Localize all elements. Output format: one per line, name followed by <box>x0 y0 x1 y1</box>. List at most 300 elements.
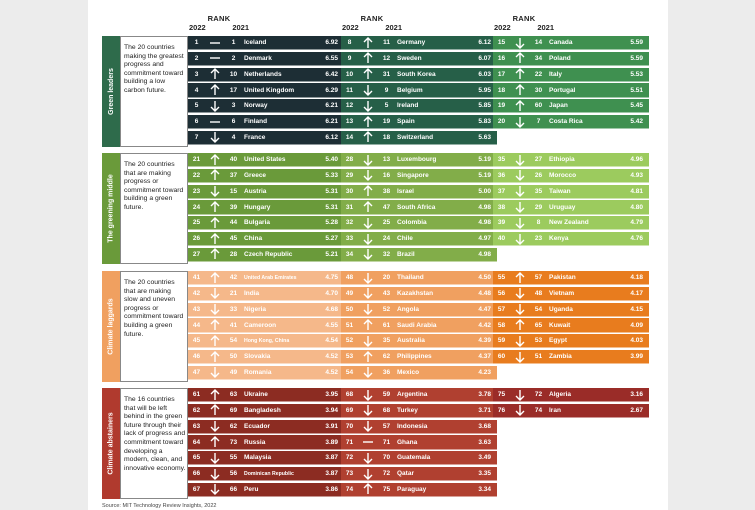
country-score: 4.79 <box>630 219 643 227</box>
country-row <box>493 388 649 402</box>
arrow-up-icon <box>205 271 225 284</box>
arrow-up-icon <box>358 115 378 128</box>
rank-2021: 18 <box>382 133 391 141</box>
rank-2022: 76 <box>497 406 506 414</box>
country-score: 4.52 <box>325 368 338 376</box>
rank-2022: 72 <box>345 454 354 462</box>
rank-2021: 7 <box>536 118 541 126</box>
country-score: 5.40 <box>325 156 338 164</box>
rank-2021: 12 <box>382 54 391 62</box>
rank-2021: 17 <box>229 86 238 94</box>
segment-description-2: The 20 countries that are making progress or commitment toward building a green future. <box>124 161 184 211</box>
country-score: 4.68 <box>325 305 338 313</box>
rank-2022: 55 <box>497 274 506 282</box>
rank-2022: 69 <box>345 406 354 414</box>
rank-2021: 26 <box>534 171 543 179</box>
country-row <box>493 200 649 214</box>
country-name: Luxembourg <box>397 156 437 164</box>
rank-2022: 65 <box>192 454 201 462</box>
country-score: 6.92 <box>325 39 338 47</box>
arrow-up-icon <box>510 68 530 81</box>
rank-2021: 35 <box>382 337 391 345</box>
country-row <box>341 131 497 145</box>
arrow-up-icon <box>510 318 530 331</box>
country-name: Malaysia <box>244 454 272 462</box>
rank-2021: 72 <box>382 470 391 478</box>
country-row <box>188 99 344 113</box>
country-row <box>493 287 649 301</box>
rank-2021: 49 <box>229 368 238 376</box>
arrow-down-icon <box>510 115 530 128</box>
rank-2022: 18 <box>497 86 506 94</box>
country-name: Romania <box>244 368 272 376</box>
country-name: Paraguay <box>397 485 427 493</box>
rank-2022: 31 <box>345 203 354 211</box>
country-name: United Kingdom <box>244 86 295 94</box>
arrow-down-icon <box>510 404 530 417</box>
country-row <box>341 287 497 301</box>
no-change-icon <box>205 115 225 128</box>
country-name: Hungary <box>244 203 271 211</box>
rank-2022: 1 <box>194 39 199 47</box>
country-row <box>493 115 649 129</box>
country-row <box>188 435 344 449</box>
country-row <box>341 483 497 497</box>
year-2021-label: 2021 <box>232 23 249 32</box>
segment-label-3: Climate laggards <box>102 271 120 382</box>
country-row <box>493 216 649 230</box>
country-score: 5.83 <box>478 118 491 126</box>
year-2022-label: 2022 <box>189 23 206 32</box>
arrow-down-icon <box>205 185 225 198</box>
country-row <box>341 68 497 82</box>
country-name: Ukraine <box>244 391 268 399</box>
country-score: 5.63 <box>478 133 491 141</box>
arrow-down-icon <box>358 451 378 464</box>
country-row <box>341 248 497 262</box>
rank-2021: 54 <box>229 337 238 345</box>
country-score: 3.78 <box>478 391 491 399</box>
country-row <box>188 83 344 97</box>
country-score: 5.28 <box>325 219 338 227</box>
country-name: Bulgaria <box>244 219 271 227</box>
country-name: Taiwan <box>549 187 571 195</box>
arrow-up-icon <box>205 169 225 182</box>
country-row <box>341 169 497 183</box>
country-row <box>493 404 649 418</box>
arrow-up-icon <box>358 131 378 144</box>
country-name: United States <box>244 156 286 164</box>
country-name: Bangladesh <box>244 406 281 414</box>
arrow-down-icon <box>510 388 530 401</box>
rank-2022: 7 <box>194 133 199 141</box>
rank-2022: 73 <box>345 470 354 478</box>
country-score: 4.50 <box>478 274 491 282</box>
country-row <box>188 232 344 246</box>
rank-2021: 28 <box>229 250 238 258</box>
country-name: Algeria <box>549 391 572 399</box>
year-2022-label: 2022 <box>494 23 511 32</box>
rank-2021: 45 <box>229 235 238 243</box>
rank-2022: 19 <box>497 102 506 110</box>
arrow-up-icon <box>510 99 530 112</box>
country-name: Thailand <box>397 274 424 282</box>
rank-2021: 11 <box>383 39 390 47</box>
rank-2022: 48 <box>345 274 354 282</box>
rank-2021: 43 <box>382 289 391 297</box>
rank-2022: 47 <box>192 368 201 376</box>
arrow-up-icon <box>205 153 225 166</box>
rank-2021: 6 <box>231 118 236 126</box>
year-2021-label: 2021 <box>537 23 554 32</box>
segment-description-1: The 20 countries making the greatest progress and commitment toward building a low carbon future. <box>124 44 184 94</box>
country-name: New Zealand <box>549 219 589 227</box>
country-score: 4.52 <box>325 353 338 361</box>
rank-2022: 20 <box>497 118 506 126</box>
rank-2022: 14 <box>345 133 354 141</box>
rank-2021: 22 <box>534 70 543 78</box>
rank-2021: 1 <box>231 39 236 47</box>
country-score: 4.18 <box>630 274 643 282</box>
country-score: 5.31 <box>325 187 338 195</box>
arrow-down-icon <box>205 420 225 433</box>
arrow-down-icon <box>358 366 378 379</box>
rank-2021: 32 <box>382 250 391 258</box>
country-score: 3.91 <box>325 422 338 430</box>
rank-2021: 20 <box>382 274 391 282</box>
rank-2021: 56 <box>229 470 238 478</box>
country-name: Vietnam <box>549 289 575 297</box>
rank-2022: 74 <box>345 485 354 493</box>
arrow-down-icon <box>205 303 225 316</box>
arrow-down-icon <box>510 232 530 245</box>
arrow-down-icon <box>205 287 225 300</box>
arrow-down-icon <box>358 303 378 316</box>
country-row <box>341 232 497 246</box>
country-row <box>493 83 649 97</box>
arrow-down-icon <box>510 36 530 49</box>
country-name: Uruguay <box>549 203 576 211</box>
country-name: Nigeria <box>244 305 267 313</box>
arrow-up-icon <box>205 216 225 229</box>
country-row <box>493 271 649 285</box>
arrow-up-icon <box>205 334 225 347</box>
country-name: Costa Rica <box>549 118 583 126</box>
country-row <box>341 303 497 317</box>
rank-2022: 63 <box>192 422 201 430</box>
arrow-down-icon <box>358 287 378 300</box>
arrow-up-icon <box>358 36 378 49</box>
country-row <box>341 404 497 418</box>
country-row <box>188 404 344 418</box>
country-score: 6.12 <box>325 133 338 141</box>
country-name: China <box>244 235 263 243</box>
country-row <box>188 248 344 262</box>
rank-2021: 44 <box>229 219 238 227</box>
country-name: Denmark <box>244 54 272 62</box>
rank-2021: 16 <box>382 171 391 179</box>
country-name: Iran <box>549 406 561 414</box>
rank-2021: 57 <box>382 422 391 430</box>
country-name: Philippines <box>397 353 432 361</box>
rank-2021: 59 <box>382 391 391 399</box>
rank-2022: 42 <box>192 289 201 297</box>
rank-2022: 67 <box>192 485 201 493</box>
rank-2022: 50 <box>345 305 354 313</box>
country-row <box>188 467 344 481</box>
country-score: 4.97 <box>478 235 491 243</box>
country-name: Hong Kong, China <box>244 337 290 344</box>
country-row <box>341 435 497 449</box>
rank-2021: 52 <box>382 305 391 313</box>
country-score: 5.27 <box>325 235 338 243</box>
rank-2021: 35 <box>534 187 543 195</box>
country-score: 4.70 <box>325 289 338 297</box>
country-score: 6.55 <box>325 54 338 62</box>
rank-2021: 15 <box>229 187 238 195</box>
rank-2021: 50 <box>229 353 238 361</box>
rank-2022: 10 <box>345 70 354 78</box>
arrow-up-icon <box>205 404 225 417</box>
no-change-icon <box>205 52 225 65</box>
arrow-down-icon <box>510 287 530 300</box>
segment-label-1: Green leaders <box>102 36 120 147</box>
rank-2021: 48 <box>534 289 543 297</box>
country-row <box>341 216 497 230</box>
country-name: United Arab Emirates <box>244 274 297 281</box>
country-score: 5.00 <box>478 187 491 195</box>
rank-2021: 72 <box>534 391 543 399</box>
country-name: Greece <box>244 171 267 179</box>
country-row <box>341 451 497 465</box>
rank-2021: 38 <box>382 187 391 195</box>
country-row <box>341 185 497 199</box>
country-score: 3.89 <box>325 438 338 446</box>
arrow-up-icon <box>358 318 378 331</box>
rank-2022: 23 <box>192 187 201 195</box>
rank-2021: 37 <box>229 171 238 179</box>
arrow-up-icon <box>205 68 225 81</box>
country-name: Morocco <box>549 171 577 179</box>
country-score: 6.29 <box>325 86 338 94</box>
rank-2021: 36 <box>382 368 391 376</box>
country-name: Indonesia <box>397 422 428 430</box>
rank-2022: 70 <box>345 422 354 430</box>
rank-2022: 43 <box>192 305 201 313</box>
rank-2022: 27 <box>192 250 201 258</box>
country-score: 3.16 <box>630 391 643 399</box>
rank-2022: 39 <box>497 219 506 227</box>
arrow-down-icon <box>510 169 530 182</box>
arrow-up-icon <box>358 185 378 198</box>
rank-2022: 45 <box>192 337 201 345</box>
country-score: 4.81 <box>630 187 643 195</box>
country-row <box>341 388 497 402</box>
country-row <box>188 68 344 82</box>
rank-2022: 13 <box>345 118 354 126</box>
rank-2021: 40 <box>229 156 238 164</box>
rank-2022: 52 <box>345 337 354 345</box>
country-name: Finland <box>244 118 268 126</box>
country-name: Peru <box>244 485 259 493</box>
country-name: Ireland <box>397 102 419 110</box>
country-name: Pakistan <box>549 274 576 282</box>
rank-2022: 21 <box>192 156 201 164</box>
rank-2022: 26 <box>192 235 201 243</box>
country-row <box>188 131 344 145</box>
country-name: Canada <box>549 39 573 47</box>
country-score: 4.15 <box>630 305 643 313</box>
country-score: 5.19 <box>478 156 491 164</box>
arrow-up-icon <box>205 318 225 331</box>
rank-label: RANK <box>207 14 231 23</box>
country-score: 4.47 <box>478 305 491 313</box>
country-row <box>341 420 497 434</box>
arrow-down-icon <box>205 451 225 464</box>
rank-2022: 30 <box>345 187 354 195</box>
country-score: 2.67 <box>630 406 643 414</box>
rank-2022: 56 <box>497 289 506 297</box>
country-row <box>341 153 497 167</box>
arrow-down-icon <box>358 248 378 261</box>
arrow-up-icon <box>358 483 378 496</box>
country-row <box>188 185 344 199</box>
arrow-up-icon <box>510 83 530 96</box>
rank-2021: 68 <box>382 406 391 414</box>
country-row <box>341 83 497 97</box>
country-name: Italy <box>549 70 563 78</box>
country-score: 4.23 <box>478 368 491 376</box>
country-name: Slovakia <box>244 353 271 361</box>
rank-2022: 54 <box>345 368 354 376</box>
country-name: Netherlands <box>244 70 282 78</box>
country-row <box>341 318 497 332</box>
arrow-down-icon <box>205 467 225 480</box>
arrow-up-icon <box>205 232 225 245</box>
arrow-down-icon <box>358 271 378 284</box>
country-row <box>188 334 344 348</box>
rank-2022: 4 <box>194 86 199 94</box>
rank-2021: 29 <box>534 203 543 211</box>
arrow-down-icon <box>358 388 378 401</box>
country-row <box>188 366 344 380</box>
country-name: Kuwait <box>549 321 571 329</box>
country-name: Israel <box>397 187 414 195</box>
rank-2022: 49 <box>345 289 354 297</box>
year-2022-label: 2022 <box>342 23 359 32</box>
year-2021-label: 2021 <box>385 23 402 32</box>
rank-2022: 58 <box>497 321 506 329</box>
country-name: Zambia <box>549 353 572 361</box>
rank-2021: 27 <box>534 156 543 164</box>
country-score: 4.98 <box>478 203 491 211</box>
rank-2021: 33 <box>229 305 238 313</box>
segment-description-3: The 20 countries that are making slow and uneven progress or commitment toward building a green future. <box>124 279 184 338</box>
rank-2022: 41 <box>192 274 201 282</box>
country-name: Colombia <box>397 219 427 227</box>
country-score: 4.54 <box>325 337 338 345</box>
country-score: 3.86 <box>325 485 338 493</box>
rank-2021: 65 <box>534 321 543 329</box>
arrow-up-icon <box>358 200 378 213</box>
country-name: Saudi Arabia <box>397 321 437 329</box>
country-score: 4.93 <box>630 171 643 179</box>
country-name: India <box>244 289 260 297</box>
country-score: 5.85 <box>478 102 491 110</box>
country-score: 5.59 <box>630 54 643 62</box>
rank-2022: 38 <box>497 203 506 211</box>
rank-2022: 9 <box>347 54 352 62</box>
arrow-down-icon <box>358 467 378 480</box>
country-score: 6.07 <box>478 54 491 62</box>
rank-2022: 35 <box>497 156 506 164</box>
country-score: 3.63 <box>478 438 491 446</box>
arrow-down-icon <box>205 131 225 144</box>
rank-2021: 30 <box>534 86 543 94</box>
country-score: 4.17 <box>630 289 643 297</box>
rank-2021: 24 <box>382 235 391 243</box>
rank-2022: 33 <box>345 235 354 243</box>
country-row <box>341 467 497 481</box>
country-row <box>341 366 497 380</box>
rank-2021: 71 <box>382 438 391 446</box>
arrow-down-icon <box>510 153 530 166</box>
rank-2021: 5 <box>384 102 389 110</box>
country-row <box>493 36 649 50</box>
rank-2021: 47 <box>382 203 391 211</box>
arrow-down-icon <box>510 216 530 229</box>
rank-2022: 34 <box>345 250 354 258</box>
country-score: 3.87 <box>325 470 338 478</box>
country-score: 4.98 <box>478 250 491 258</box>
country-row <box>188 169 344 183</box>
country-score: 4.09 <box>630 321 643 329</box>
country-name: Australia <box>397 337 425 345</box>
rank-2021: 42 <box>229 274 238 282</box>
country-score: 4.80 <box>630 203 643 211</box>
rank-2022: 16 <box>497 54 506 62</box>
rank-2022: 32 <box>345 219 354 227</box>
rank-2022: 17 <box>497 70 506 78</box>
country-row <box>188 271 344 285</box>
arrow-up-icon <box>205 388 225 401</box>
country-row <box>188 287 344 301</box>
rank-2022: 71 <box>345 438 354 446</box>
rank-2021: 55 <box>229 454 238 462</box>
country-row <box>188 36 344 50</box>
rank-2022: 37 <box>497 187 506 195</box>
country-name: Argentina <box>397 391 428 399</box>
arrow-down-icon <box>358 83 378 96</box>
country-name: Austria <box>244 187 267 195</box>
country-name: Ghana <box>397 438 418 446</box>
rank-2022: 53 <box>345 353 354 361</box>
country-score: 6.12 <box>478 39 491 47</box>
country-score: 5.21 <box>325 250 338 258</box>
rank-2021: 69 <box>229 406 238 414</box>
rank-2022: 24 <box>192 203 201 211</box>
country-name: Kazakhstan <box>397 289 434 297</box>
rank-2021: 19 <box>382 118 391 126</box>
rank-2022: 28 <box>345 156 354 164</box>
country-row <box>188 216 344 230</box>
country-row <box>341 271 497 285</box>
country-score: 4.37 <box>478 353 491 361</box>
rank-2022: 40 <box>497 235 506 243</box>
country-row <box>341 350 497 364</box>
rank-2022: 51 <box>345 321 354 329</box>
rank-2022: 12 <box>345 102 354 110</box>
